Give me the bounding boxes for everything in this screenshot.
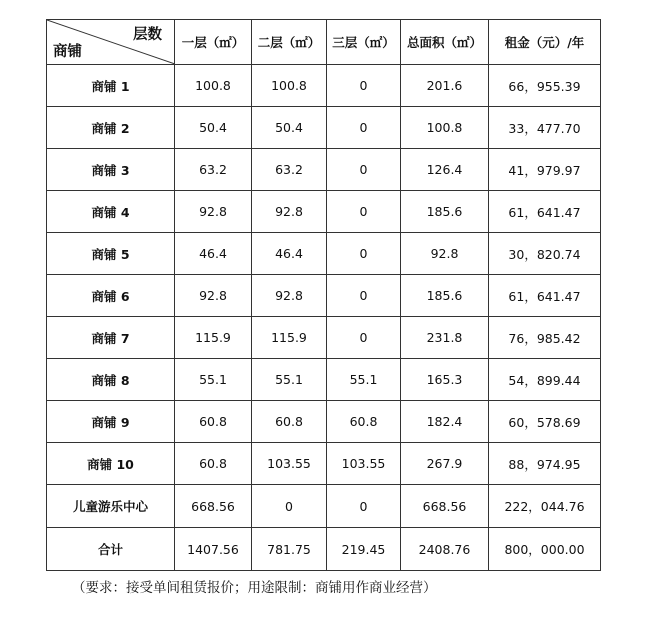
cell-total-area: 201.6 [401, 65, 489, 107]
cell-annual-rent: 800，000.00 [489, 528, 601, 571]
cell-floor-2: 55.1 [252, 359, 327, 401]
requirements-note: （要求：接受单间租赁报价；用途限制：商铺用作商业经营） [72, 580, 437, 596]
cell-floor-2: 92.8 [252, 275, 327, 317]
table-row [47, 443, 601, 485]
cell-floor-3: 55.1 [327, 359, 401, 401]
cell-floor-3: 0 [327, 191, 401, 233]
cell-floor-3: 103.55 [327, 443, 401, 485]
table-row [47, 275, 601, 317]
cell-floor-2: 100.8 [252, 65, 327, 107]
cell-total-area: 126.4 [401, 149, 489, 191]
corner-label-shops: 商铺 [53, 44, 82, 60]
cell-total-area: 668.56 [401, 485, 489, 528]
row-label: 商铺 6 [47, 275, 175, 317]
cell-floor-1: 668.56 [175, 485, 252, 528]
cell-floor-3: 0 [327, 275, 401, 317]
cell-floor-3: 0 [327, 65, 401, 107]
cell-annual-rent: 54，899.44 [489, 359, 601, 401]
cell-floor-1: 46.4 [175, 233, 252, 275]
row-label: 商铺 7 [47, 317, 175, 359]
cell-floor-3: 0 [327, 485, 401, 528]
table-row [47, 149, 601, 191]
corner-label-floors: 层数 [133, 27, 162, 43]
cell-floor-1: 92.8 [175, 275, 252, 317]
cell-floor-2: 46.4 [252, 233, 327, 275]
row-label: 商铺 8 [47, 359, 175, 401]
cell-floor-3: 219.45 [327, 528, 401, 571]
table-row [47, 359, 601, 401]
cell-floor-1: 60.8 [175, 443, 252, 485]
cell-total-area: 182.4 [401, 401, 489, 443]
cell-floor-3: 0 [327, 233, 401, 275]
header-row [47, 20, 601, 65]
column-header-annual-rent: 租金（元）/年 [489, 20, 601, 65]
cell-total-area: 185.6 [401, 275, 489, 317]
cell-total-area: 267.9 [401, 443, 489, 485]
cell-total-area: 100.8 [401, 107, 489, 149]
cell-total-area: 185.6 [401, 191, 489, 233]
column-header-total-area: 总面积（㎡） [401, 20, 489, 65]
cell-annual-rent: 41，979.97 [489, 149, 601, 191]
cell-floor-1: 55.1 [175, 359, 252, 401]
column-header-floor-1: 一层（㎡） [175, 20, 252, 65]
corner-header-cell [47, 20, 175, 65]
total-row [47, 528, 601, 571]
row-label: 商铺 5 [47, 233, 175, 275]
column-header-floor-3: 三层（㎡） [327, 20, 401, 65]
cell-annual-rent: 61，641.47 [489, 191, 601, 233]
cell-total-area: 165.3 [401, 359, 489, 401]
cell-total-area: 231.8 [401, 317, 489, 359]
cell-floor-3: 0 [327, 317, 401, 359]
cell-floor-2: 60.8 [252, 401, 327, 443]
cell-floor-2: 103.55 [252, 443, 327, 485]
cell-floor-2: 115.9 [252, 317, 327, 359]
cell-annual-rent: 88，974.95 [489, 443, 601, 485]
cell-floor-1: 92.8 [175, 191, 252, 233]
cell-floor-2: 92.8 [252, 191, 327, 233]
cell-floor-1: 100.8 [175, 65, 252, 107]
row-label: 儿童游乐中心 [47, 485, 175, 528]
cell-annual-rent: 60，578.69 [489, 401, 601, 443]
cell-floor-1: 1407.56 [175, 528, 252, 571]
cell-floor-1: 63.2 [175, 149, 252, 191]
cell-floor-2: 781.75 [252, 528, 327, 571]
row-label: 商铺 10 [47, 443, 175, 485]
rent-table [46, 19, 601, 571]
table-row [47, 317, 601, 359]
cell-floor-1: 115.9 [175, 317, 252, 359]
table-row [47, 485, 601, 528]
column-header-floor-2: 二层（㎡） [252, 20, 327, 65]
table-row [47, 401, 601, 443]
cell-floor-2: 50.4 [252, 107, 327, 149]
row-label: 商铺 4 [47, 191, 175, 233]
table-row [47, 233, 601, 275]
cell-total-area: 92.8 [401, 233, 489, 275]
table-row [47, 107, 601, 149]
row-label: 合计 [47, 528, 175, 571]
cell-annual-rent: 30，820.74 [489, 233, 601, 275]
table-row [47, 65, 601, 107]
cell-floor-3: 60.8 [327, 401, 401, 443]
table-row [47, 191, 601, 233]
cell-floor-1: 50.4 [175, 107, 252, 149]
row-label: 商铺 9 [47, 401, 175, 443]
row-label: 商铺 3 [47, 149, 175, 191]
cell-annual-rent: 66，955.39 [489, 65, 601, 107]
cell-floor-1: 60.8 [175, 401, 252, 443]
cell-floor-3: 0 [327, 107, 401, 149]
cell-floor-2: 63.2 [252, 149, 327, 191]
cell-floor-3: 0 [327, 149, 401, 191]
cell-total-area: 2408.76 [401, 528, 489, 571]
row-label: 商铺 1 [47, 65, 175, 107]
cell-annual-rent: 61，641.47 [489, 275, 601, 317]
row-label: 商铺 2 [47, 107, 175, 149]
cell-annual-rent: 76，985.42 [489, 317, 601, 359]
cell-annual-rent: 33，477.70 [489, 107, 601, 149]
cell-annual-rent: 222，044.76 [489, 485, 601, 528]
cell-floor-2: 0 [252, 485, 327, 528]
